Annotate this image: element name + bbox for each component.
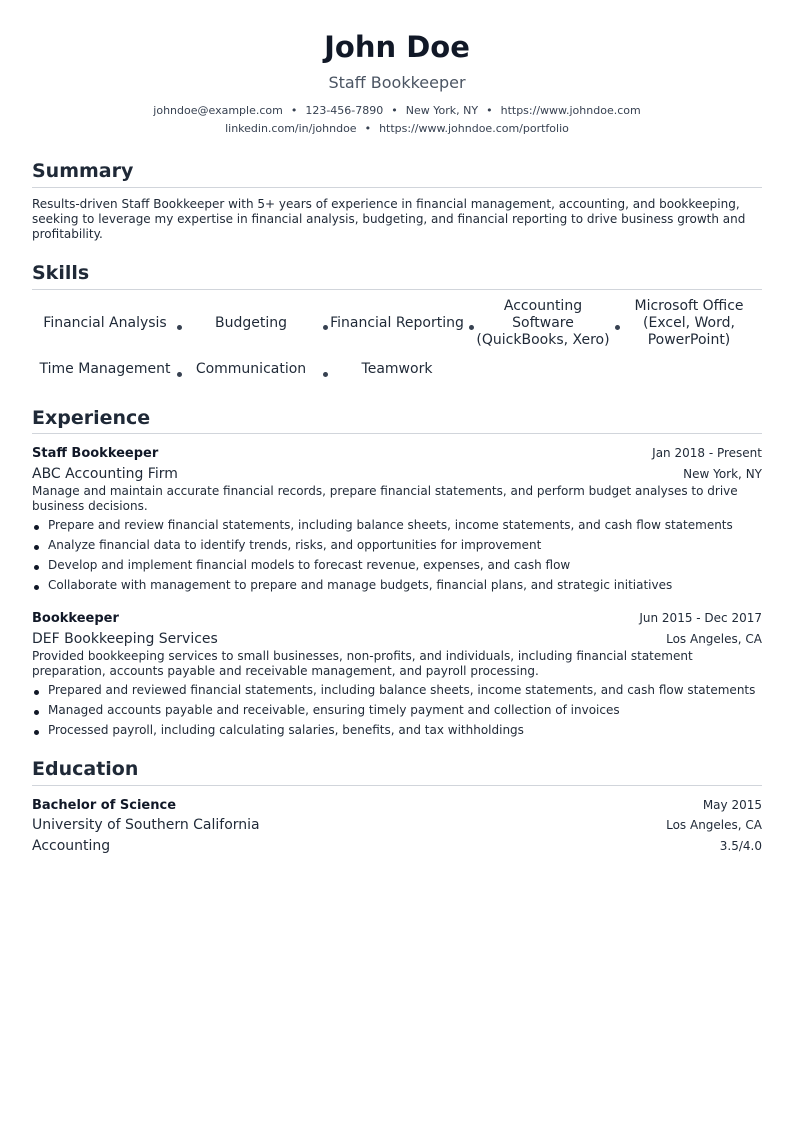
experience-entry-header <box>32 609 762 628</box>
skill-label: Financial Reporting <box>330 314 464 331</box>
skill-label: Time Management <box>39 361 171 378</box>
skill-label: Teamwork <box>361 361 433 378</box>
portfolio-link[interactable]: https://www.johndoe.com/portfolio <box>379 121 569 135</box>
experience-entry-company-row <box>32 628 762 649</box>
contact-info <box>32 102 762 138</box>
contact-separator: • <box>290 103 298 117</box>
contact-line-2 <box>32 120 762 138</box>
skill-item <box>178 353 324 387</box>
candidate-title: Staff Bookkeeper <box>328 72 466 92</box>
website-link[interactable]: https://www.johndoe.com <box>500 103 641 117</box>
education-entry-header <box>32 796 762 815</box>
field-of-study: Accounting <box>32 838 111 855</box>
skill-item <box>470 298 616 349</box>
contact-separator: • <box>391 103 398 117</box>
contact-separator: • <box>364 121 372 135</box>
list-item: Prepare and review financial statements, including balance sheets, income statements, and cash flow statements <box>32 518 762 533</box>
company-name: DEF Bookkeeping Services <box>32 631 218 648</box>
experience-entry-company-row <box>32 463 762 484</box>
skill-label: Budgeting <box>214 314 287 331</box>
skills-list <box>32 298 762 387</box>
school-name: University of Southern California <box>32 817 260 834</box>
job-role: Staff Bookkeeper <box>32 446 159 462</box>
list-item: Processed payroll, including calculating salaries, benefits, and tax withholdings <box>32 723 762 738</box>
school-location: Los Angeles, CA <box>666 818 762 833</box>
resume-header <box>32 30 762 138</box>
job-description: Provided bookkeeping services to small businesses, non-profits, and individuals, including financial statement preparation, accounts payable and receivable management, and payroll processing. <box>32 649 693 679</box>
job-achievements <box>32 683 762 738</box>
job-dates: Jun 2015 - Dec 2017 <box>639 611 762 626</box>
location-text: New York, NY <box>405 103 479 117</box>
list-item: Analyze financial data to identify trends, risks, and opportunities for improvement <box>32 538 762 553</box>
experience-heading: Experience <box>32 407 762 435</box>
skill-item <box>616 298 762 349</box>
list-item: Prepared and reviewed financial statements, including balance sheets, income statements, and cash flow statements <box>32 683 762 698</box>
skill-item <box>32 353 178 387</box>
experience-entry-header <box>32 444 762 463</box>
email-link[interactable]: johndoe@example.com <box>153 103 283 117</box>
education-field-row <box>32 836 762 857</box>
graduation-date: May 2015 <box>702 798 762 813</box>
skill-label: Communication <box>195 361 307 378</box>
education-school-row <box>32 815 762 836</box>
contact-line-1 <box>32 102 762 120</box>
list-item: Develop and implement financial models to forecast revenue, expenses, and cash flow <box>32 558 762 573</box>
job-description: Manage and maintain accurate financial records, prepare financial statements, and perform budget analyses to drive business decisions. <box>32 484 738 514</box>
skill-item <box>324 353 470 387</box>
candidate-name: John Doe <box>324 30 470 64</box>
experience-entry <box>32 444 762 593</box>
list-item: Collaborate with management to prepare and manage budgets, financial plans, and strategic initiatives <box>32 578 762 593</box>
phone-number: 123-456-7890 <box>305 103 384 117</box>
company-name: ABC Accounting Firm <box>32 466 178 483</box>
degree-name: Bachelor of Science <box>32 798 177 814</box>
skill-item <box>178 298 324 349</box>
education-entry <box>32 796 762 857</box>
job-dates: Jan 2018 - Present <box>652 446 762 461</box>
skill-item <box>32 298 178 349</box>
skill-label: Financial Analysis <box>43 314 167 331</box>
gpa: 3.5/4.0 <box>719 839 762 854</box>
skills-heading: Skills <box>32 262 762 290</box>
skill-label: Accounting Software (QuickBooks, Xero) <box>476 297 610 348</box>
experience-entry <box>32 609 762 738</box>
education-section <box>32 758 762 857</box>
contact-separator: • <box>486 103 493 117</box>
job-location: Los Angeles, CA <box>666 632 762 647</box>
summary-heading: Summary <box>32 160 762 188</box>
job-achievements <box>32 518 762 593</box>
linkedin-link[interactable]: linkedin.com/in/johndoe <box>225 121 357 135</box>
job-location: New York, NY <box>683 467 762 482</box>
list-item: Managed accounts payable and receivable, ensuring timely payment and collection of invoices <box>32 703 762 718</box>
experience-section <box>32 407 762 739</box>
job-role: Bookkeeper <box>32 611 119 627</box>
skill-label: Microsoft Office (Excel, Word, PowerPoint) <box>634 297 744 348</box>
summary-text: Results-driven Staff Bookkeeper with 5+ years of experience in financial management, accounting, and bookkeeping, seeking to leverage my expertise in financial analysis, budgeting, and financial reporting to drive business growth and profitability. <box>32 196 746 241</box>
education-heading: Education <box>32 758 762 786</box>
skill-item <box>324 298 470 349</box>
skills-section <box>32 262 762 387</box>
summary-section <box>32 160 762 242</box>
